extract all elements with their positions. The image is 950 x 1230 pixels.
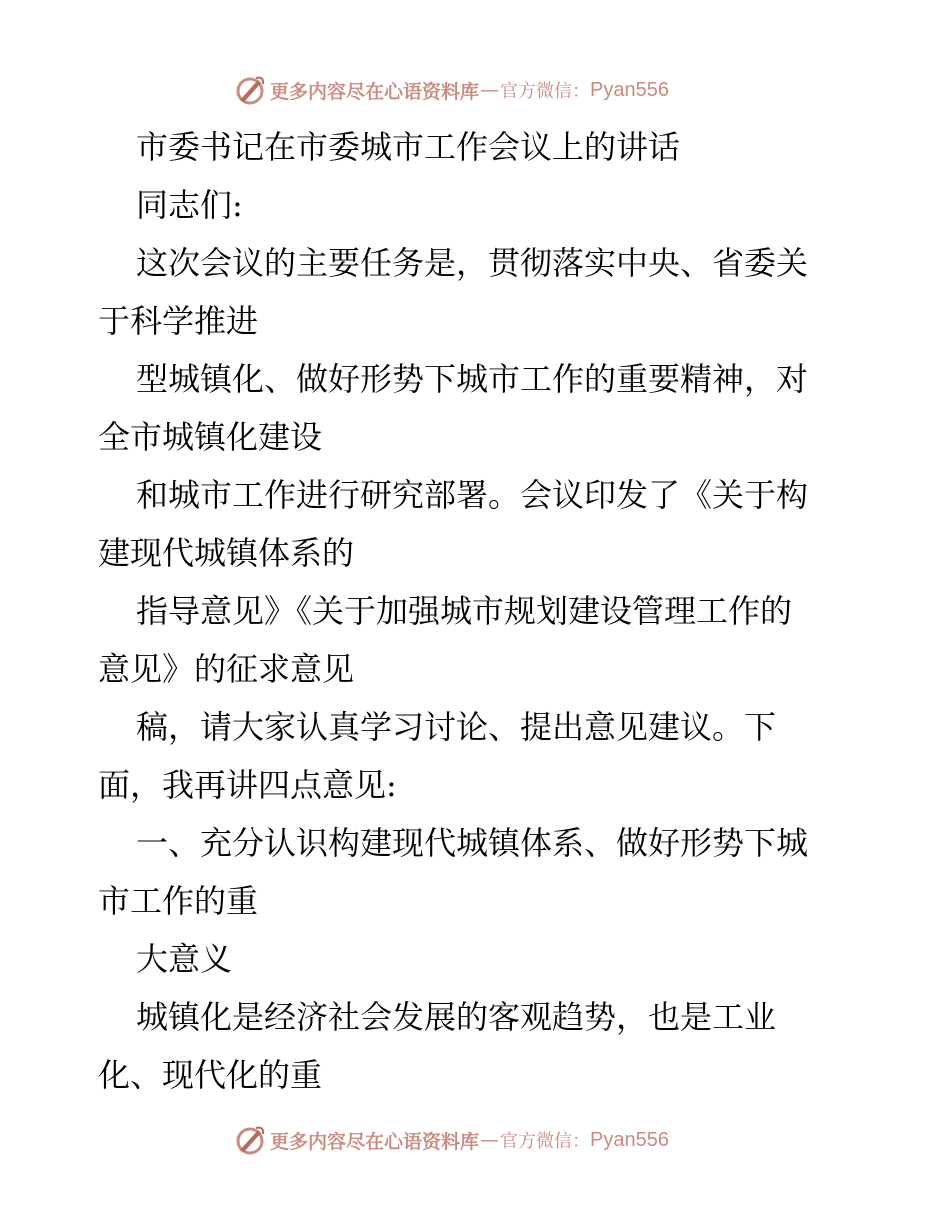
text-line: 城镇化是经济社会发展的客观趋势，也是工业 <box>136 998 777 1036</box>
text-line: 指导意见》《关于加强城市规划建设管理工作的 <box>136 592 793 630</box>
text-line: 和城市工作进行研究部署。会议印发了《关于构 <box>136 476 809 514</box>
watermark-wechat-label: 官方微信： <box>500 81 591 102</box>
text-line: 大意义 <box>136 940 233 978</box>
header-watermark <box>234 72 714 108</box>
text-line: 建现代城镇体系的 <box>98 534 355 572</box>
text-line: 型城镇化、做好形势下城市工作的重要精神，对 <box>136 360 809 398</box>
text-line: 意见》的征求意见 <box>98 650 355 688</box>
text-line: 全市城镇化建设 <box>98 418 323 456</box>
watermark-site-text: 更多内容尽在心语资料库 <box>270 80 480 103</box>
document-body <box>98 118 858 1104</box>
text-line: 同志们: <box>136 186 243 224</box>
watermark-wechat-id: Pyan556 <box>590 1128 669 1151</box>
watermark-dash: — <box>480 79 500 101</box>
watermark-site-text: 更多内容尽在心语资料库 <box>270 1130 480 1153</box>
text-line: 市工作的重 <box>98 882 259 920</box>
text-line: 市委书记在市委城市工作会议上的讲话 <box>136 128 681 166</box>
watermark-wechat-id: Pyan556 <box>590 78 669 101</box>
text-line: 一、充分认识构建现代城镇体系、做好形势下城 <box>136 824 809 862</box>
footer-watermark <box>234 1122 714 1158</box>
text-line: 于科学推进 <box>98 302 259 340</box>
quill-logo-icon <box>234 74 266 106</box>
text-line: 这次会议的主要任务是，贯彻落实中央、省委关 <box>136 244 809 282</box>
text-line: 化、现代化的重 <box>98 1056 323 1094</box>
text-line: 面，我再讲四点意见: <box>98 766 397 804</box>
watermark-dash: — <box>480 1129 500 1151</box>
text-line: 稿，请大家认真学习讨论、提出意见建议。下 <box>136 708 777 746</box>
watermark-wechat-label: 官方微信： <box>500 1131 591 1152</box>
quill-logo-icon <box>234 1124 266 1156</box>
